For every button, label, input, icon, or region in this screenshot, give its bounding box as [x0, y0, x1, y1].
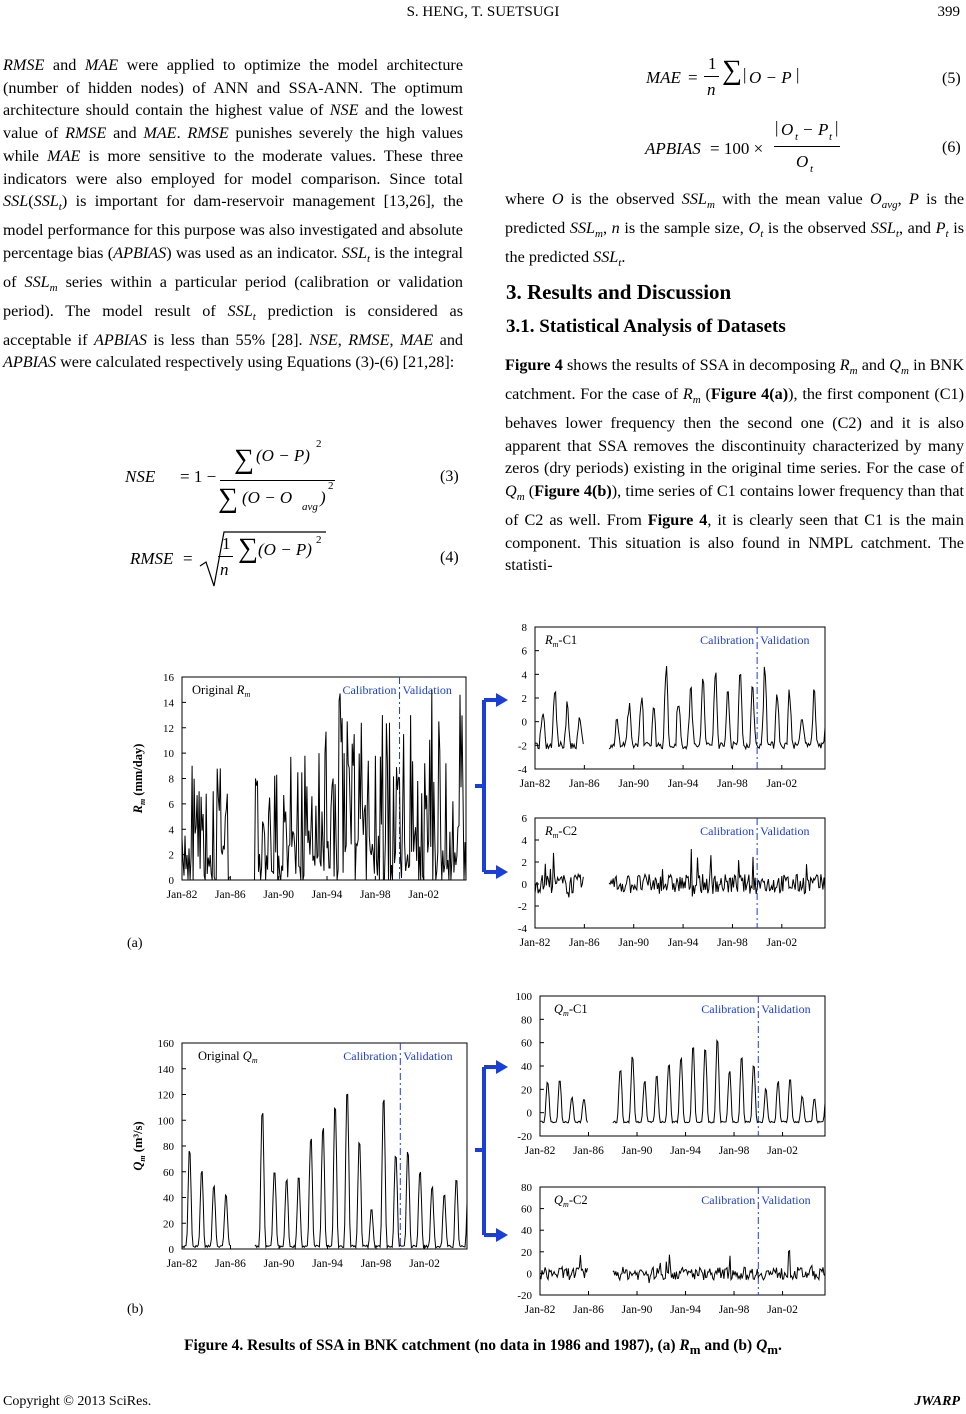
x-tick-label: Jan-02: [766, 937, 798, 949]
x-tick-label: Jan-90: [618, 937, 650, 949]
y-tick-label: 40: [521, 1061, 532, 1073]
legend-calibration: Calibration: [700, 824, 755, 838]
text-run: SSL: [33, 192, 59, 211]
text-run: is the observed: [563, 190, 682, 208]
panel-label-b: (b): [127, 1302, 144, 1317]
text-run: and: [857, 356, 890, 374]
y-tick-label: 0: [168, 875, 174, 887]
text-run: O: [870, 190, 882, 208]
legend-calibration: Calibration: [343, 1049, 398, 1063]
text-run: RMSE: [348, 330, 390, 349]
text-run: is the predicted: [505, 218, 965, 266]
x-tick-label: Jan-86: [569, 937, 600, 949]
text-run: is the predicted: [505, 190, 965, 237]
chart-qm_c2: [517, 1182, 825, 1316]
y-tick-label: 60: [521, 1203, 532, 1216]
text-run: , it is clearly seen that C1 is the main component. This situation is also found in NMPL catchment. The statisti-: [505, 510, 964, 575]
y-tick-label: -20: [517, 1290, 532, 1302]
running-header-authors: S. HENG, T. SUETSUGI: [406, 4, 560, 20]
text-run: .: [621, 247, 626, 266]
text-run: and the lowest value of: [3, 101, 463, 143]
y-tick-label: 80: [521, 1014, 532, 1027]
y-tick-label: 0: [521, 716, 527, 729]
text-run: SSL: [870, 218, 896, 237]
y-tick-label: 0: [526, 1107, 532, 1120]
text-run: SSL: [593, 247, 619, 266]
text-run: m: [516, 491, 525, 504]
legend-validation: Validation: [761, 1002, 811, 1016]
chart-orig_qm: [131, 1038, 467, 1270]
caption-qm: Q: [756, 1337, 768, 1354]
subsection-title: 3.1. Statistical Analysis of Datasets: [506, 316, 786, 337]
equation-number-5: (5): [942, 70, 961, 87]
y-tick-label: 20: [521, 1084, 532, 1097]
text-run: (: [524, 481, 535, 500]
text-run: t: [895, 228, 899, 241]
text-run: m: [595, 228, 603, 241]
text-run: NSE: [329, 101, 359, 120]
y-tick-label: 100: [157, 1115, 174, 1128]
x-tick-label: Jan-90: [621, 1304, 653, 1316]
text-run: APBIAS: [113, 243, 167, 262]
equation-number-3: (3): [440, 468, 459, 485]
text-run: NSE: [308, 330, 338, 349]
arrow-bracket-a: [475, 693, 508, 879]
legend-calibration: Calibration: [700, 633, 755, 647]
y-tick-label: 4: [168, 824, 174, 837]
x-tick-label: Jan-90: [621, 1145, 653, 1157]
x-tick-label: Jan-98: [718, 1304, 750, 1316]
text-run: is less than 55% [28].: [147, 330, 309, 349]
text-run: shows the results of SSA in decomposing: [562, 356, 840, 374]
x-tick-label: Jan-86: [573, 1304, 604, 1316]
legend-validation: Validation: [760, 633, 810, 647]
text-run: m: [692, 394, 701, 407]
text-run: ) is important for dam-reservoir management [13,26], the model performance for this purpose was also investigated and absolute percentage bias (: [3, 192, 463, 262]
text-run: MAE: [143, 124, 177, 143]
y-axis-label: $Q_m$ (m³/s): [131, 1121, 147, 1171]
plot-frame: [540, 996, 825, 1136]
y-tick-label: 4: [521, 669, 527, 682]
equation-number-6: (6): [942, 139, 961, 156]
y-tick-label: 8: [521, 622, 527, 634]
y-tick-label: 80: [521, 1182, 532, 1194]
text-run: m: [49, 282, 58, 295]
caption-rm: R: [679, 1337, 690, 1354]
x-tick-label: Jan-86: [215, 1258, 246, 1270]
panel-title: Original $R_m$: [192, 683, 251, 699]
text-run: R: [839, 356, 850, 374]
y-tick-label: 0: [168, 1244, 174, 1256]
text-run: Figure 4: [505, 356, 563, 374]
x-tick-label: Jan-94: [311, 889, 343, 901]
text-run: with the mean value: [714, 190, 871, 208]
x-tick-label: Jan-02: [409, 1258, 440, 1270]
text-run: avg: [881, 199, 898, 212]
y-tick-label: 160: [157, 1038, 174, 1050]
section-title: 3. Results and Discussion: [506, 280, 732, 304]
caption-sub-m: m: [689, 1342, 701, 1358]
y-tick-label: -4: [517, 923, 527, 935]
x-tick-label: Jan-98: [360, 1258, 392, 1270]
text-run: is the observed: [763, 218, 871, 237]
panel-label-a: (a): [127, 936, 143, 951]
text-run: ,: [337, 330, 349, 349]
y-tick-label: 60: [521, 1037, 532, 1050]
text-run: m: [849, 365, 858, 378]
y-tick-label: 20: [163, 1218, 174, 1231]
y-tick-label: 60: [163, 1166, 174, 1179]
y-tick-label: 12: [163, 722, 174, 735]
series-line: [535, 666, 825, 749]
text-run: MAE: [84, 56, 119, 74]
text-run: SSL: [681, 190, 707, 208]
legend-calibration: Calibration: [701, 1193, 756, 1207]
text-run: O: [748, 218, 761, 237]
y-tick-label: 10: [163, 748, 174, 761]
text-run: ) was used as an indicator.: [166, 243, 342, 262]
x-tick-label: Jan-82: [519, 778, 551, 790]
y-tick-label: 100: [515, 991, 532, 1003]
x-tick-label: Jan-86: [569, 778, 600, 790]
x-tick-label: Jan-94: [670, 1304, 701, 1316]
x-tick-label: Jan-90: [263, 889, 295, 901]
text-run: , and: [898, 218, 936, 237]
legend-validation: Validation: [761, 1193, 811, 1207]
text-run: were calculated respectively using Equations (3)-(6) [21,28]:: [56, 353, 455, 372]
y-tick-label: 2: [521, 693, 527, 705]
text-run: series within a particular period (calibration or validation period). The model result of: [3, 272, 464, 320]
text-run: in BNK catchment. For the case of: [505, 356, 965, 403]
y-tick-label: 16: [163, 672, 174, 684]
x-tick-label: Jan-94: [667, 937, 699, 949]
y-tick-label: 0: [521, 879, 527, 891]
text-run: ,: [897, 190, 909, 208]
y-tick-label: -20: [517, 1131, 532, 1143]
text-run: Figure 4(b): [534, 481, 612, 500]
legend-validation: Validation: [403, 1049, 453, 1063]
text-run: ), time series of C1 contains lower frequency than that of C2 as well. From: [505, 481, 965, 529]
y-axis-label: $R_m$ (mm/day): [131, 743, 147, 814]
text-run: MAE: [399, 330, 434, 349]
x-tick-label: Jan-02: [408, 889, 440, 901]
text-run: SSL: [24, 272, 50, 291]
legend-validation: Validation: [402, 683, 452, 697]
y-tick-label: -4: [517, 764, 527, 776]
text-run: P: [935, 218, 946, 237]
text-run: t: [618, 257, 622, 270]
caption-end: .: [778, 1337, 782, 1354]
eq-apbias-label: APBIAS: [645, 139, 701, 158]
y-tick-label: 20: [521, 1246, 532, 1259]
text-run: ,: [603, 218, 612, 237]
equation-number-4: (4): [440, 549, 459, 566]
chart-rm_c1: [518, 622, 825, 790]
arrowhead-top: [496, 693, 508, 707]
y-tick-label: 80: [163, 1141, 174, 1153]
y-tick-label: -2: [517, 901, 527, 913]
x-tick-label: Jan-02: [767, 1145, 798, 1157]
y-tick-label: 2: [521, 857, 527, 869]
series-line: [540, 1251, 825, 1283]
text-run: Figure 4: [647, 510, 708, 529]
x-tick-label: Jan-86: [215, 889, 246, 901]
x-tick-label: Jan-82: [524, 1145, 556, 1157]
panel-title: $Q_m-C2$: [554, 1193, 588, 1209]
text-run: t: [252, 310, 256, 323]
x-tick-label: Jan-98: [360, 889, 391, 901]
text-run: n: [611, 218, 620, 237]
panel-title: $R_m-C2$: [545, 824, 578, 840]
y-tick-label: 2: [168, 849, 174, 862]
y-tick-label: 14: [163, 697, 174, 710]
panel-title: $R_m-C1$: [545, 633, 578, 649]
series-line: [182, 1094, 467, 1247]
text-run: SSL: [569, 218, 596, 237]
text-run: is the integral of: [3, 243, 464, 291]
text-run: ), the first component (C1) behaves lower frequency then the second one (C2) and it is also apparent that SSA removes the discontinuity characterized by many zeros (dry periods) existing in the original time series. For the case of: [505, 384, 965, 478]
series-line: [182, 690, 466, 880]
y-tick-label: 6: [521, 813, 527, 825]
x-tick-label: Jan-82: [524, 1304, 556, 1316]
y-tick-label: 120: [157, 1089, 174, 1102]
x-tick-label: Jan-98: [718, 1145, 750, 1157]
text-run: and: [106, 124, 144, 143]
text-run: prediction is considered as acceptable if: [3, 301, 464, 349]
text-run: O: [551, 190, 564, 208]
y-tick-label: 6: [168, 798, 174, 811]
caption-text: Figure 4. Results of SSA in BNK catchment (no data in 1986 and 1987), (a): [184, 1337, 680, 1354]
text-run: RMSE: [65, 124, 107, 143]
chart-orig_rm: [131, 672, 466, 901]
text-run: t: [760, 228, 764, 241]
text-run: Q: [889, 356, 901, 374]
text-run: ,: [389, 330, 400, 349]
eq-rmse-label: RMSE: [130, 549, 174, 568]
panel-title: Original $Q_m$: [198, 1049, 258, 1065]
y-tick-label: 0: [526, 1268, 532, 1281]
chart-qm_c1: [516, 991, 826, 1157]
text-run: were applied to optimize the model architecture (number of hidden nodes) of ANN and SSA-ANN. The optimum architecture should contain the highest value of: [3, 56, 463, 120]
x-tick-label: Jan-98: [717, 937, 748, 949]
x-tick-label: Jan-02: [766, 778, 798, 790]
x-tick-label: Jan-90: [618, 778, 650, 790]
text-run: SSL: [227, 301, 253, 320]
series-line: [535, 849, 825, 897]
legend-calibration: Calibration: [342, 683, 397, 697]
text-run: t: [367, 253, 371, 266]
x-tick-label: Jan-90: [263, 1258, 295, 1270]
text-run: .: [176, 124, 188, 143]
y-tick-label: 6: [521, 645, 527, 658]
text-run: R: [682, 384, 693, 403]
text-run: P: [908, 190, 919, 208]
text-run: and: [433, 330, 464, 349]
eq-nse-label: NSE: [125, 467, 156, 486]
arrowhead-bottom: [496, 1228, 508, 1242]
series-line: [540, 1041, 825, 1123]
x-tick-label: Jan-94: [667, 778, 699, 790]
text-run: punishes severely the high values while: [3, 124, 464, 165]
legend-calibration: Calibration: [701, 1002, 756, 1016]
y-tick-label: 4: [521, 835, 527, 847]
text-run: m: [706, 199, 715, 212]
legend-validation: Validation: [760, 824, 810, 838]
y-tick-label: -2: [517, 740, 527, 753]
y-tick-label: 40: [163, 1192, 174, 1205]
caption-mid: and (b): [700, 1337, 757, 1354]
y-tick-label: 140: [157, 1063, 174, 1076]
panel-title: $Q_m-C1$: [554, 1002, 588, 1018]
x-tick-label: Jan-94: [670, 1145, 701, 1157]
text-run: t: [945, 228, 949, 241]
caption-sub-m-2: m: [767, 1342, 779, 1358]
text-run: and: [44, 56, 85, 74]
x-tick-label: Jan-86: [573, 1145, 604, 1157]
text-run: is more sensitive to the moderate values. These three indicators were also employed for model comparison. Since total: [3, 146, 464, 188]
chart-rm_c2: [518, 813, 825, 949]
x-tick-label: Jan-94: [312, 1258, 343, 1270]
text-run: RMSE: [3, 56, 45, 74]
x-tick-label: Jan-82: [519, 937, 551, 949]
arrow-bracket-b: [475, 1060, 508, 1242]
page-number: 399: [937, 4, 960, 20]
x-tick-label: Jan-02: [767, 1304, 798, 1316]
plot-frame: [535, 627, 825, 769]
text-run: SSL: [3, 192, 29, 211]
footer-journal: JWARP: [914, 1394, 960, 1409]
text-run: is the sample size,: [619, 218, 749, 237]
text-run: t: [58, 201, 62, 214]
x-tick-label: Jan-82: [166, 889, 198, 901]
text-run: RMSE: [187, 124, 229, 143]
y-tick-label: 40: [521, 1225, 532, 1238]
text-run: Q: [505, 481, 517, 500]
text-run: (: [700, 384, 711, 403]
text-run: Figure 4(a): [710, 384, 789, 403]
text-run: where: [505, 190, 552, 208]
text-run: (: [28, 192, 34, 211]
text-run: SSL: [341, 243, 367, 262]
y-tick-label: 8: [168, 773, 174, 786]
text-run: APBIAS: [93, 330, 147, 349]
arrowhead-top: [496, 1060, 508, 1074]
text-run: APBIAS: [3, 353, 57, 372]
eq-mae-label: MAE: [646, 68, 681, 87]
x-tick-label: Jan-82: [166, 1258, 198, 1270]
arrowhead-bottom: [496, 865, 508, 879]
x-tick-label: Jan-98: [717, 778, 748, 790]
footer-copyright: Copyright © 2013 SciRes.: [3, 1394, 152, 1409]
text-run: MAE: [47, 146, 81, 165]
text-run: m: [900, 365, 909, 378]
figure-caption: [0, 1337, 966, 1358]
